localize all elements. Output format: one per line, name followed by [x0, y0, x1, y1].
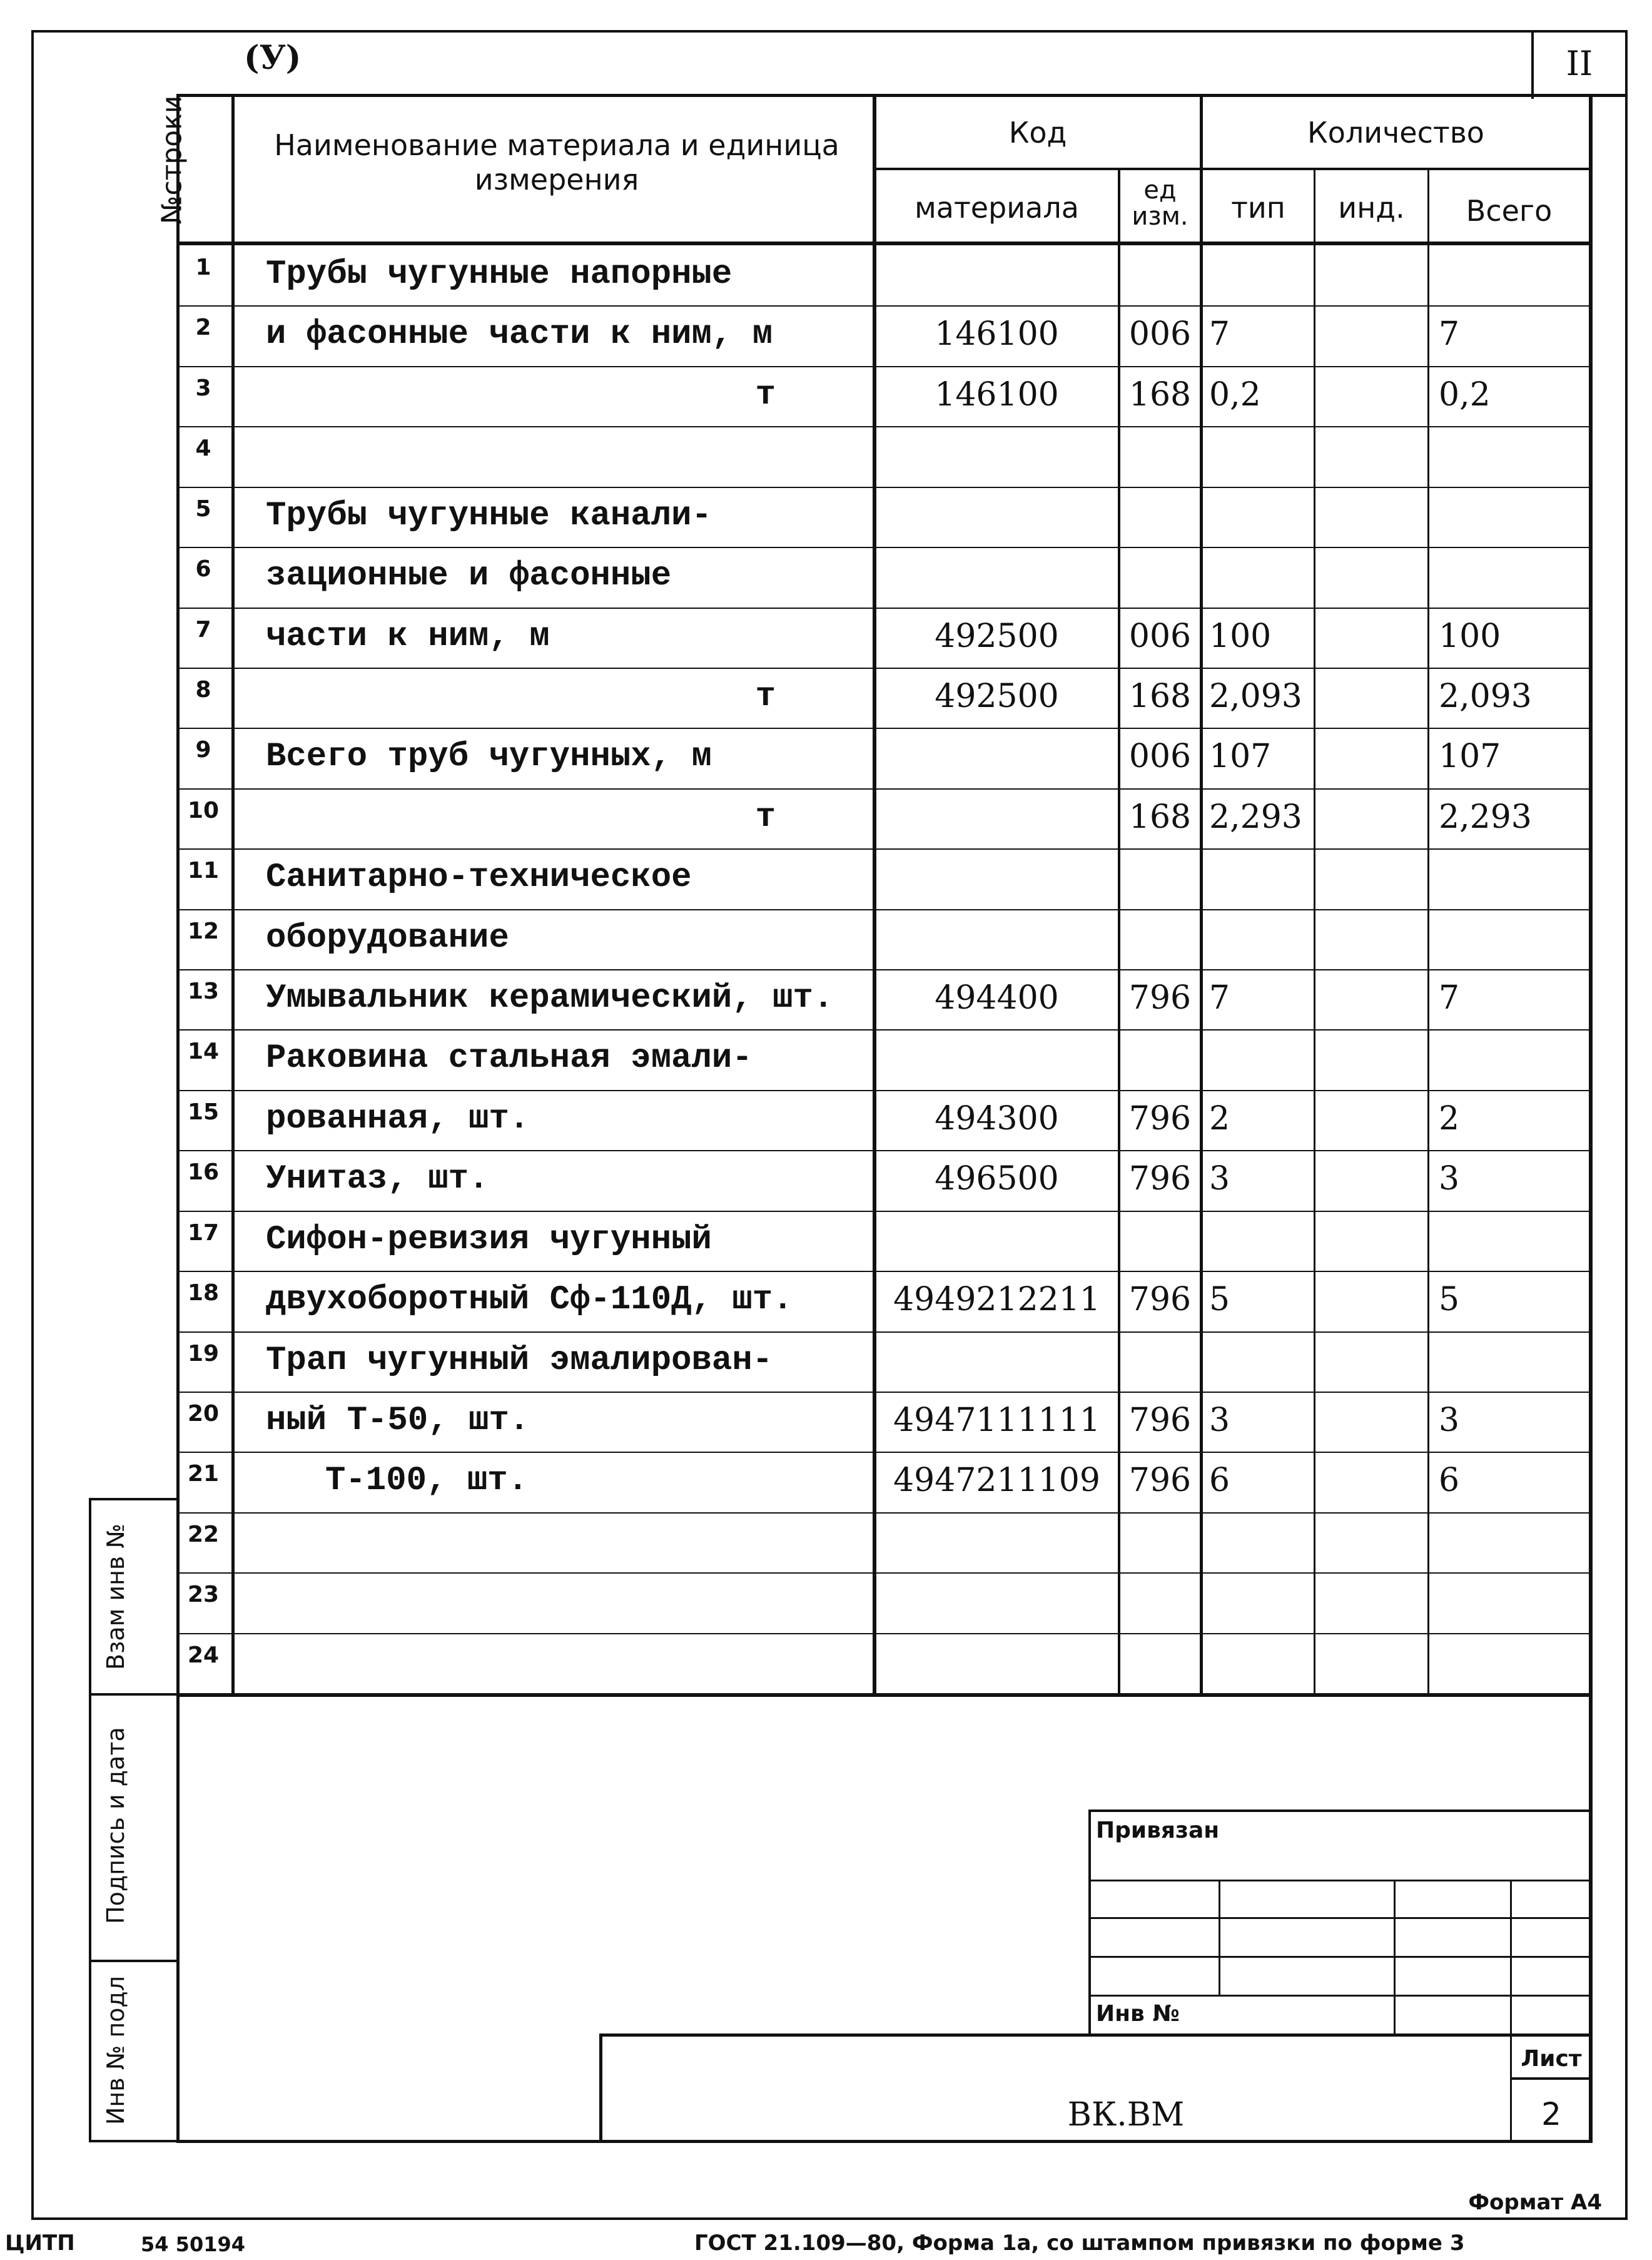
row-divider [176, 487, 1593, 488]
row-divider [176, 909, 1593, 910]
row-divider [176, 1633, 1593, 1634]
row-number: 1 [195, 255, 211, 280]
row-divider [176, 1572, 1593, 1574]
cell-code: 494400 [935, 979, 1059, 1017]
row-number: 16 [187, 1159, 220, 1185]
row-divider [176, 969, 1593, 970]
frame-top [31, 30, 1628, 33]
sheet-page-number: II [1566, 44, 1593, 83]
cell-name: ный Т-50, шт. [266, 1402, 530, 1440]
cell-code: 4947111111 [893, 1402, 1100, 1439]
cell-unit: 006 [1128, 738, 1192, 775]
row-number: 20 [187, 1401, 220, 1427]
cell-total: 6 [1439, 1462, 1460, 1499]
row-number: 15 [187, 1099, 220, 1125]
cell-code: 146100 [935, 376, 1059, 414]
cell-unit: 796 [1128, 1100, 1192, 1138]
code-group-header: Код [1008, 116, 1067, 150]
code-material-header: материала [915, 191, 1079, 225]
privyazan-label: Привязан [1096, 1818, 1220, 1843]
cell-code: 496500 [935, 1160, 1059, 1198]
cell-unit: 006 [1128, 315, 1192, 353]
cell-name: Умывальник керамический, шт. [266, 979, 834, 1017]
inv-no-label: Инв № [1096, 2001, 1180, 2027]
row-divider [176, 1392, 1593, 1393]
row-divider [176, 426, 1593, 427]
cell-total: 2,293 [1439, 798, 1532, 836]
cell-code: 146100 [935, 315, 1059, 353]
cell-name: Трубы чугунные канали- [266, 497, 712, 535]
cell-type: 7 [1209, 979, 1230, 1017]
cell-total: 100 [1439, 618, 1501, 655]
order-number: 54 50194 [141, 2232, 245, 2256]
cell-name: т [755, 678, 776, 716]
cell-type: 6 [1209, 1462, 1230, 1499]
row-number: 14 [187, 1039, 220, 1064]
cell-name: т [755, 798, 776, 837]
cell-unit: 168 [1128, 798, 1192, 836]
cell-unit: 796 [1128, 1160, 1192, 1198]
format-label: Формат А4 [1468, 2190, 1602, 2215]
cell-total: 3 [1439, 1160, 1460, 1198]
row-divider [176, 1090, 1593, 1091]
list-label: Лист [1521, 2046, 1582, 2072]
cell-name: Т-100, шт. [325, 1462, 529, 1500]
cell-code: 494300 [935, 1100, 1059, 1138]
row-divider [176, 1512, 1593, 1514]
cell-code: 492500 [935, 618, 1059, 655]
cell-code: 4947211109 [893, 1462, 1100, 1499]
row-divider [176, 1452, 1593, 1453]
cell-total: 3 [1439, 1402, 1460, 1439]
cell-type: 2,093 [1209, 678, 1302, 715]
cell-type: 2,293 [1209, 798, 1302, 836]
row-number: 3 [195, 375, 211, 401]
cell-code: 492500 [935, 678, 1059, 715]
cell-type: 100 [1209, 618, 1272, 655]
row-number-header: №строки [156, 95, 188, 225]
cell-unit: 006 [1128, 618, 1192, 655]
row-divider [176, 366, 1593, 367]
cell-type: 0,2 [1209, 376, 1261, 414]
row-number: 9 [195, 737, 211, 763]
cell-total: 107 [1439, 738, 1501, 775]
row-number: 22 [187, 1522, 220, 1547]
row-number: 18 [187, 1280, 220, 1306]
gost-reference: ГОСТ 21.109—80, Форма 1а, со штампом привязки по форме 3 [694, 2231, 1465, 2256]
cell-name: Санитарно-техническое [266, 858, 692, 897]
cell-type: 7 [1209, 315, 1230, 353]
row-divider [176, 608, 1593, 609]
row-divider [176, 668, 1593, 669]
row-number: 7 [195, 617, 211, 643]
podpis-data-label: Подпись и дата [102, 1727, 129, 1924]
cell-name: и фасонные части к ним, м [266, 315, 773, 354]
name-column-header: Наименование материала и единица измерения [274, 128, 839, 197]
row-number: 13 [187, 979, 220, 1004]
row-divider [176, 1331, 1593, 1333]
quantity-group-header: Количество [1307, 116, 1484, 150]
cell-total: 7 [1439, 979, 1460, 1017]
cell-name: т [755, 376, 776, 414]
cell-type: 3 [1209, 1160, 1230, 1198]
qty-type-header: тип [1231, 191, 1285, 225]
cell-name: части к ним, м [266, 618, 550, 656]
cell-type: 2 [1209, 1100, 1230, 1138]
qty-total-header: Всего [1466, 194, 1553, 228]
cell-total: 7 [1439, 315, 1460, 353]
cell-total: 5 [1439, 1281, 1460, 1318]
cell-name: Унитаз, шт. [266, 1160, 489, 1198]
row-divider [176, 1211, 1593, 1212]
row-number: 12 [187, 919, 220, 944]
row-divider [176, 1271, 1593, 1272]
row-divider [176, 305, 1593, 307]
row-number: 21 [187, 1461, 220, 1487]
vzam-inv-label: Взам инв № [102, 1524, 129, 1670]
cell-name: двухоборотный Сф-110Д, шт. [266, 1281, 793, 1319]
row-number: 5 [195, 496, 211, 522]
cell-name: оборудование [266, 919, 509, 957]
cell-name: рованная, шт. [266, 1100, 530, 1138]
cell-name: Трап чугунный эмалирован- [266, 1341, 773, 1380]
left-code: ЦИТП [5, 2231, 75, 2256]
code-unit-header: ед изм. [1132, 176, 1188, 231]
cell-type: 5 [1209, 1281, 1230, 1318]
row-number: 8 [195, 677, 211, 703]
frame-bottom [31, 2217, 1628, 2220]
cell-unit: 168 [1128, 376, 1192, 414]
document-code: ВК.ВМ [1067, 2096, 1185, 2134]
cell-unit: 168 [1128, 678, 1192, 715]
row-divider [176, 728, 1593, 729]
cell-name: Раковина стальная эмали- [266, 1039, 753, 1077]
row-number: 24 [187, 1642, 220, 1668]
row-divider [176, 1150, 1593, 1151]
row-number: 17 [187, 1220, 220, 1246]
cell-unit: 796 [1128, 1462, 1192, 1499]
row-number: 10 [187, 798, 220, 823]
cell-unit: 796 [1128, 1281, 1192, 1318]
cell-total: 2,093 [1439, 678, 1532, 715]
list-number: 2 [1541, 2096, 1561, 2132]
cell-name: Сифон-ревизия чугунный [266, 1221, 712, 1259]
cell-unit: 796 [1128, 1402, 1192, 1439]
row-number: 6 [195, 556, 211, 582]
row-number: 19 [187, 1341, 220, 1367]
row-number: 2 [195, 315, 211, 340]
qty-ind-header: инд. [1338, 191, 1405, 225]
row-divider [176, 788, 1593, 790]
row-number: 23 [187, 1582, 220, 1607]
frame-left [31, 30, 34, 2220]
row-divider [176, 547, 1593, 548]
row-number: 11 [187, 858, 220, 883]
row-number: 4 [195, 435, 211, 461]
cell-name: Всего труб чугунных, м [266, 738, 712, 776]
row-divider [176, 1029, 1593, 1031]
cell-type: 3 [1209, 1402, 1230, 1439]
row-divider [176, 848, 1593, 850]
cell-total: 2 [1439, 1100, 1460, 1138]
cell-type: 107 [1209, 738, 1272, 775]
cell-unit: 796 [1128, 979, 1192, 1017]
inv-podl-label: Инв № подл [102, 1976, 129, 2125]
code-letter: (У) [244, 39, 302, 77]
cell-name: Трубы чугунные напорные [266, 255, 732, 293]
cell-name: зационные и фасонные [266, 557, 672, 595]
frame-right [1625, 30, 1628, 2220]
cell-code: 4949212211 [893, 1281, 1100, 1318]
cell-total: 0,2 [1439, 376, 1491, 414]
